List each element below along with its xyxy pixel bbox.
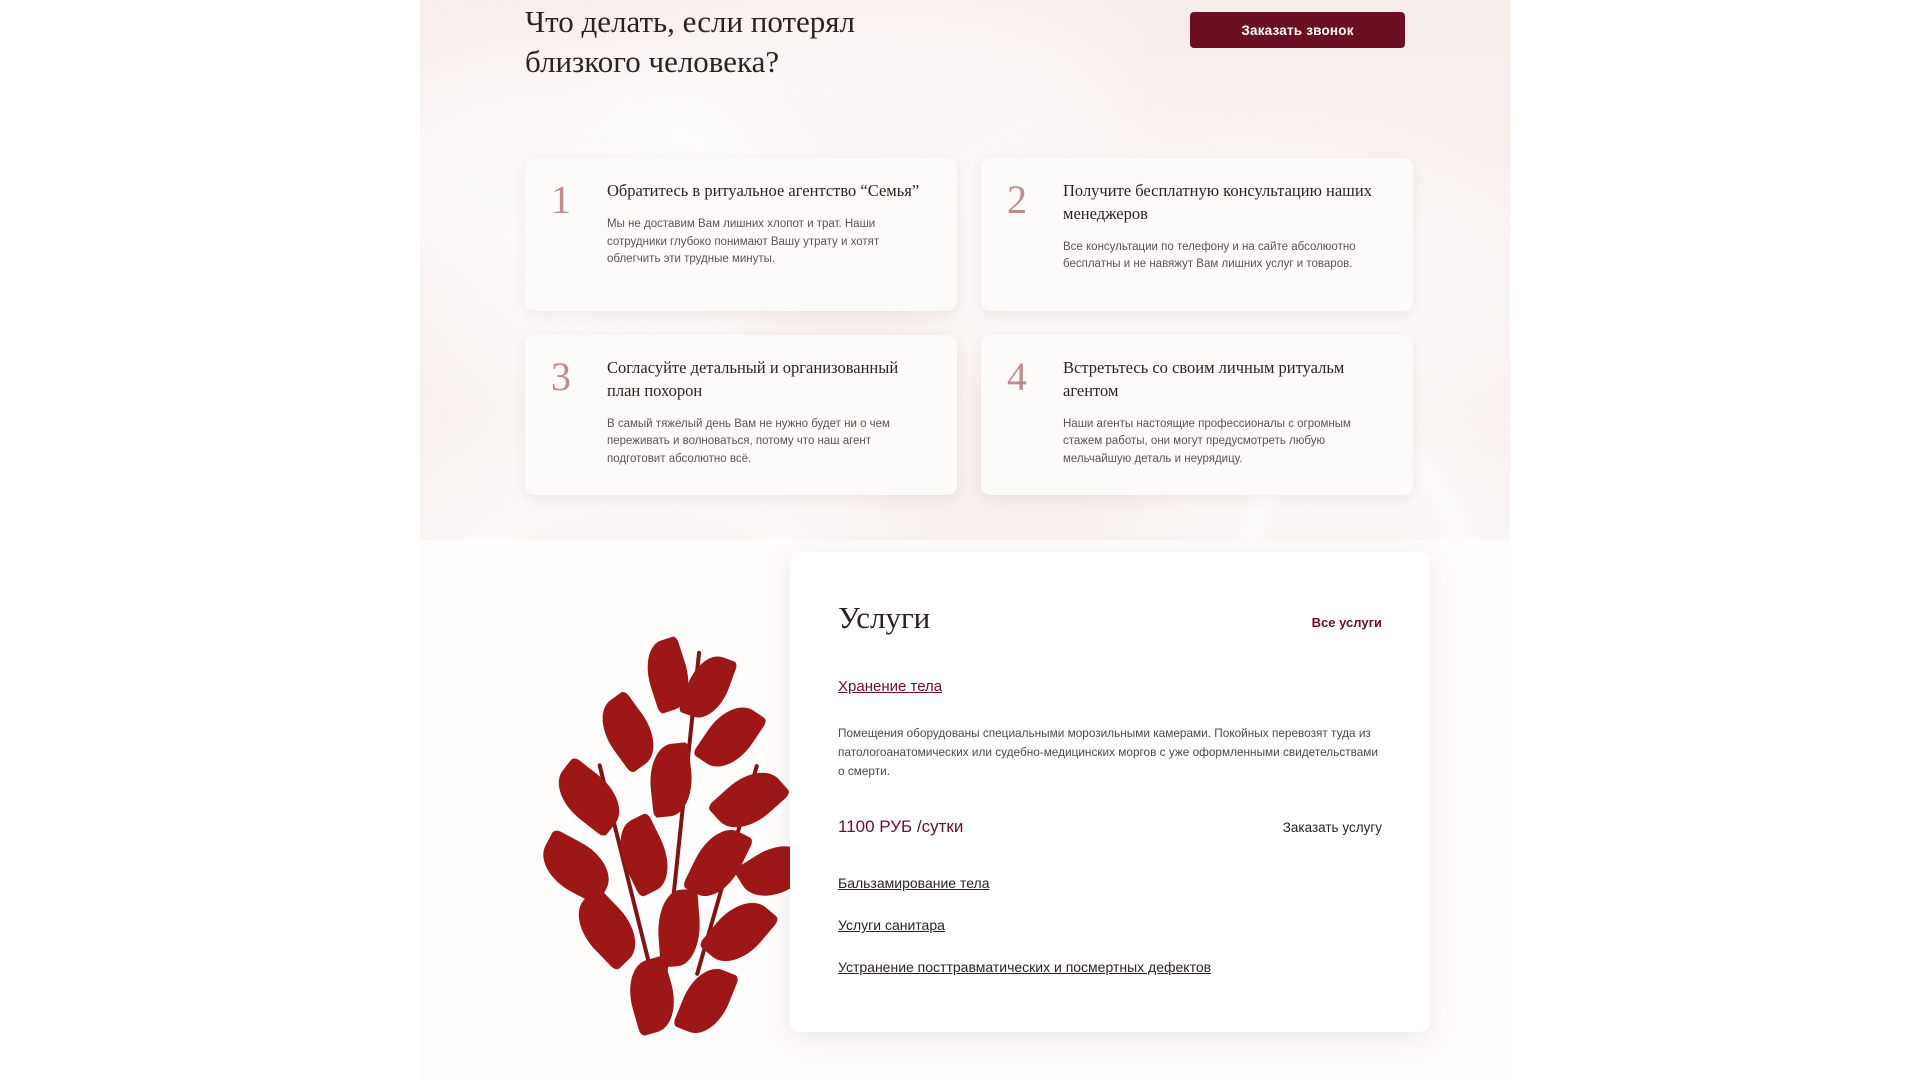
service-description: Помещения оборудованы специальными морозильными камерами. Покойных перевозят туда из патологоанатомических или судебно-медицинских моргов с уже оформленными свидетельствами о смерти. xyxy=(838,726,1378,779)
leaves-illustration xyxy=(530,640,820,1060)
service-list-item[interactable]: Услуги санитара xyxy=(838,917,945,934)
services-header xyxy=(838,600,1382,636)
step-card xyxy=(525,158,957,311)
step-title: Согласуйте детальный и организованный план похорон xyxy=(607,358,899,400)
step-text: В самый тяжелый день Вам не нужно будет ни о чем переживать и волноваться, потому что наш агент подготовит абсолютно всё. xyxy=(607,417,890,466)
service-price-row xyxy=(838,817,1382,837)
order-service-link[interactable]: Заказать услугу xyxy=(1282,819,1382,835)
all-services-link[interactable]: Все услуги xyxy=(1311,615,1382,630)
service-item-open-title[interactable]: Хранение тела xyxy=(838,678,943,695)
step-number: 2 xyxy=(1007,177,1027,222)
service-list-item[interactable]: Устранение посттравматических и посмертных дефектов xyxy=(838,959,1212,976)
step-title: Обратитесь в ритуальное агентство “Семья” xyxy=(607,181,920,200)
step-body xyxy=(607,180,931,269)
step-title: Получите бесплатную консультацию наших менеджеров xyxy=(1063,181,1372,223)
services-card xyxy=(790,552,1430,1032)
services-title: Услуги xyxy=(838,600,931,635)
steps-grid xyxy=(525,158,1413,495)
step-body xyxy=(607,357,931,469)
services-list xyxy=(838,875,1382,975)
section-services xyxy=(420,540,1510,1080)
section-header xyxy=(525,0,1405,81)
step-card xyxy=(981,158,1413,311)
service-list-item[interactable]: Бальзамирование тела xyxy=(838,875,990,892)
step-text: Все консультации по телефону и на сайте абсолюотно бесплатны и не навяжут Вам лишних услуг и товаров. xyxy=(1063,240,1356,271)
step-number: 4 xyxy=(1007,354,1027,399)
step-body xyxy=(1063,180,1387,274)
step-text: Наши агенты настоящие профессионалы с огромным стажем работы, они могут предусмотреть любую мельчайшую деталь и неурядицу. xyxy=(1063,417,1351,466)
step-card xyxy=(525,335,957,495)
request-call-button[interactable]: Заказать звонок xyxy=(1190,12,1405,48)
step-number: 3 xyxy=(551,354,571,399)
step-body xyxy=(1063,357,1387,469)
service-price: 1100 РУБ /сутки xyxy=(838,817,964,837)
step-card xyxy=(981,335,1413,495)
step-title: Встретьтесь со своим личным ритуальм агентом xyxy=(1063,358,1345,400)
page-title: Что делать, если потерял близкого человека? xyxy=(525,4,855,79)
step-text: Мы не доставим Вам лишних хлопот и трат. Наши сотрудники глубоко понимают Вашу утрату и хотят облегчить эти трудные минуты. xyxy=(607,217,880,266)
step-number: 1 xyxy=(551,177,571,222)
page-content-column xyxy=(420,0,1510,1080)
